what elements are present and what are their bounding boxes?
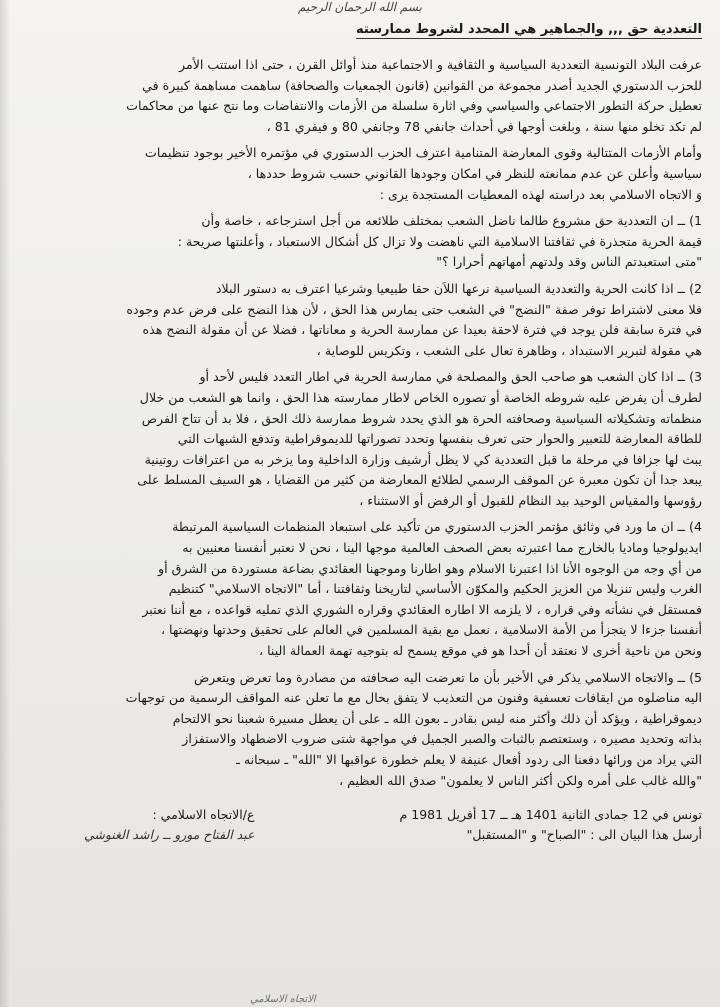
intro2-line: وأمام الأزمات المتتالية وقوى المعارضة المتنامية اعترف الحزب الدستوري في مؤتمره الأخير بوجود تنظيمات bbox=[145, 145, 702, 161]
intro2-line: وَ الاتجاه الاسلامي بعد دراسته لهذه المعطيات المستجدة يرى : bbox=[379, 186, 702, 202]
point-line: "والله غالب على أمره ولكن أكثر الناس لا يعلمون" صدق الله العظيم ، bbox=[339, 772, 702, 788]
point-line: فمستقل في نشأته وفي قراره ، لا يلزمه الا اطاره العقائدي وقراره الشوري الذي تمليه قواعده ، مع أننا نعتبر bbox=[142, 601, 702, 617]
intro-line: للحزب الدستوري الجديد أصدر مجموعة من القوانين (قانون الجمعيات والصحافة) ساهمت مساهمة كبيرة في bbox=[142, 77, 702, 93]
intro-line: تعطيل حركة التطور الاجتماعي والسياسي وفي اثارة سلسلة من الأزمات والانتفاضات وما نتج عنها من محاكمات bbox=[126, 98, 702, 114]
faded-stamp: الاتجاه الاسلامي bbox=[250, 994, 316, 1005]
point-line: رؤوسها والمقياس الوحيد بيد النظام للقبول أو الرفض أو الاستثناء ، bbox=[359, 492, 702, 508]
point-line: 1) ــ ان التعددية حق مشروع طالما ناضل الشعب بمختلف طلائعه من أجل استرجاعه ، خاصة وأن bbox=[201, 213, 702, 229]
point-line: الغرب وليس تنزيلا من العزيز الحكيم والمكوّن الأساسي لتاريخنا وثقافتنا ، أما "الاتجاه الاسلامي" كتنظيم bbox=[168, 581, 702, 597]
point-line: يبعد جدا أن تكون معبرة عن الموقف الرسمي لطلائع المعارضة من كثير من القضايا ، هو السيف المسلط على bbox=[137, 472, 702, 488]
point-line: ديموقراطية ، ويؤكد أن ذلك وأكثر منه ليس بقادر ـ بعون الله ـ على أن يعطل مسيرة شعبنا نحو الالتحام bbox=[172, 710, 702, 726]
point-1 bbox=[14, 211, 702, 273]
document-header: بسم الله الرحمان الرحيم bbox=[298, 0, 422, 14]
document-title: التعددية حق ,,, والجماهير هي المحدد لشروط ممارسته bbox=[356, 22, 702, 37]
document-footer bbox=[14, 805, 702, 845]
point-line: ونحن من ناحية أخرى لا نعتقد أن أحدا هو في موقع يسمح له بتوجيه تهمة العمالة الينا ، bbox=[259, 643, 702, 659]
point-line: 3) ــ اذا كان الشعب هو صاحب الحق والمصلحة في ممارسة الحرية في اطار التعدد فليس لأحد أو bbox=[199, 369, 702, 385]
point-line: بذاته وتحديد مصيره ، وستعتصم بالثبات والصبر الجميل في مواجهة شتى ضروب الاضطهاد والاستفزاز bbox=[182, 731, 702, 747]
point-line: يبث لها جزافا في مرحلة ما قبل التعددية كي لا يظل أرشيف وزارة الداخلية وما يزخر به من اعترافات روتينية bbox=[144, 451, 702, 467]
footer-date: تونس في 12 جمادى الثانية 1401 هـ ــ 17 أفريل 1981 م bbox=[399, 807, 702, 823]
point-line: قيمة الحرية متجذرة في ثقافتنا الاسلامية التي ناهضت ولا تزال كل أشكال الاستعباد ، وأعلنتها صريحة : bbox=[177, 233, 702, 249]
intro-paragraph bbox=[14, 55, 702, 137]
point-2 bbox=[14, 279, 702, 361]
point-line: في فترة سابقة فلن يوجد في فترة لاحقة بعيدا عن ممارسة الحرية و معاناتها ، فضلا عن أن مقولة النضج هذه bbox=[142, 322, 702, 338]
intro2-line: سياسية وأعلن عن عدم ممانعته للنظر في امكان وجودها القانوني حسب شروط حددها ، bbox=[247, 165, 702, 181]
point-line: أنفسنا جزءا لا يتجزأ من الأمة الاسلامية ، نعمل مع بقية المسلمين في العالم على تحقيق وحدتها ونهضتها ، bbox=[160, 622, 702, 638]
footer-signatories: عبد الفتاح مورو ــ راشد الغنوشي bbox=[84, 827, 255, 843]
footer-signature-block bbox=[14, 805, 254, 845]
point-3 bbox=[14, 367, 702, 511]
footer-org: ع/الاتجاه الاسلامي : bbox=[152, 807, 255, 823]
scan-edge-shadow bbox=[0, 0, 10, 1007]
point-line: 4) ــ ان ما ورد في وثائق مؤتمر الحزب الدستوري من تأكيد على استبعاد المنظمات السياسية المرتبطة bbox=[172, 519, 702, 535]
point-line: 5) ــ والاتجاه الاسلامي يذكر في الأخير بأن ما تعرضت اليه صحافته من مصادرة وما تعرض ويتعرض bbox=[193, 669, 702, 685]
intro-line: عرفت البلاد التونسية التعددية السياسية و الثقافية و الاجتماعية منذ أوائل القرن ، حتى اذا استتب الأمر bbox=[179, 57, 702, 72]
point-line: منظماته وتشكيلاته السياسية وصحافته الحرة هو الذي يحدد شروط ممارسة ذلك الحق ، فلا بد أن تتاح الفرص bbox=[141, 410, 702, 426]
point-line: من أي وجه من الوجوه الأنا اذا اعتبرنا الاسلام وهو اطارنا وموجهنا العقائدي بضاعة مستوردة من الشرق أو bbox=[158, 560, 702, 576]
point-line: "متى استعبدتم الناس وقد ولدتهم أمهاتهم أحرارا ؟" bbox=[436, 254, 702, 270]
footer-date-block bbox=[400, 805, 702, 845]
point-line: لطرف أن يفرض عليه شروطه الخاصة أو تصوره الخاص لاطار ممارسته هذا الحق ، وانما هو الشعب من خلال bbox=[139, 389, 702, 405]
point-line: التي يراد من ورائها دفعنا الى ردود أفعال عنيفة لا يعلم خطورة عواقبها الا "الله" ـ سبحانه ـ bbox=[236, 752, 702, 767]
point-line: 2) ــ اذا كانت الحرية والتعددية السياسية نرعها اللاَن حقا طبيعيا وشرعيا اعترف به دستور البلاد bbox=[215, 280, 702, 296]
point-line: ايديولوجيا وماديا بالخارج مما اعتبرته بعض الصحف العالمية موجها الينا ، نحن لا نعتبر أنفسنا معنيين به bbox=[182, 540, 702, 556]
point-4 bbox=[14, 517, 702, 661]
point-line: فلا معنى لاشتراط توفر صفة "النضج" في الشعب حتى يمارس هذا الحق ، لأن هذا النضج على فرض عدم وجوده bbox=[126, 301, 702, 317]
point-line: للطاقة المعارضة للتعبير والحوار حتى تعرف بنفسها وتحدد تصوراتها للديموقراطية وتدفع الشبهات التي bbox=[177, 431, 702, 447]
footer-sent-to: أرسل هذا البيان الى : "الصباح" و "المستقبل" bbox=[466, 827, 702, 843]
point-5 bbox=[14, 668, 702, 792]
intro-line: لم تكد تخلو منها سنة ، وبلغت أوجها في أحداث جانفي 78 وجانفي 80 و فيفري 81 ، bbox=[266, 118, 702, 134]
point-line: هي مقولة لتبرير الاستبداد ، وظاهرة تعال على الشعب ، وتكريس للوصاية ، bbox=[316, 342, 702, 358]
point-line: اليه مناضلوه من ايقافات تعسفية وفنون من التعذيب لا يتفق بحال مع ما تعلن عنه المواقف الرسمية من توجهات bbox=[125, 690, 702, 706]
intro-paragraph-2 bbox=[14, 143, 702, 205]
